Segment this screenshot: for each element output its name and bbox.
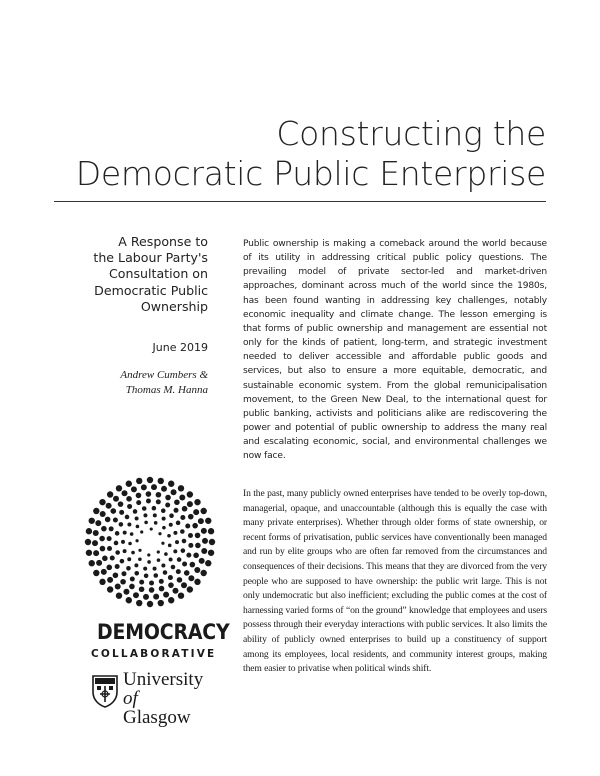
logo-dot xyxy=(173,549,177,553)
logo-dot xyxy=(116,592,122,598)
logo-dot xyxy=(100,546,106,552)
title-line-1: Constructing the xyxy=(276,114,546,153)
logo-dot xyxy=(136,500,141,505)
logo-dot xyxy=(118,501,124,507)
logo-dot xyxy=(153,567,157,571)
logo-dot xyxy=(85,539,91,545)
logo-dot xyxy=(139,580,144,585)
logo-dot xyxy=(93,508,99,514)
logo-dot xyxy=(171,565,176,570)
logo-dot xyxy=(194,499,200,505)
publication-date: June 2019 xyxy=(152,341,208,354)
logo-dot xyxy=(156,492,162,498)
logo-dot xyxy=(168,597,174,603)
subtitle-line: Consultation on xyxy=(109,266,208,282)
logo-dot xyxy=(149,587,155,593)
logo-dot xyxy=(182,539,187,544)
logo-dot xyxy=(144,521,148,525)
logo-dot xyxy=(95,520,101,526)
logo-dot xyxy=(121,571,126,576)
logo-dot xyxy=(187,501,193,507)
logo-dot xyxy=(162,517,166,521)
logo-dot xyxy=(181,582,187,588)
logo-dot xyxy=(140,530,143,533)
logo-dot xyxy=(163,570,168,575)
logo-dot xyxy=(136,600,142,606)
logo-dot xyxy=(135,517,139,521)
logo-dot xyxy=(139,586,145,592)
logo-dot xyxy=(209,539,215,545)
logo-dot xyxy=(122,490,128,496)
university-word: University xyxy=(123,669,204,690)
logo-dot xyxy=(195,543,201,549)
logo-dot xyxy=(158,532,161,535)
logo-dot xyxy=(147,477,153,483)
logo-dot xyxy=(133,592,139,598)
logo-dot xyxy=(187,491,193,497)
logo-dot xyxy=(115,550,120,555)
logo-dot xyxy=(157,550,160,553)
logo-dot xyxy=(176,521,181,526)
logo-dot xyxy=(123,589,129,595)
logo-dot xyxy=(136,525,140,529)
logo-dot xyxy=(164,552,168,556)
subtitle-line: A Response to xyxy=(118,234,208,249)
logo-dot xyxy=(128,542,132,546)
logo-dot xyxy=(165,503,170,508)
logo-dot xyxy=(129,584,135,590)
subtitle-line: the Labour Party's xyxy=(93,250,208,266)
logo-dot xyxy=(127,523,131,527)
logo-dot xyxy=(125,515,130,520)
logo-dot xyxy=(107,586,113,592)
logo-dot xyxy=(107,577,113,583)
logo-dot xyxy=(177,557,182,562)
logo-dot xyxy=(174,508,179,513)
logo-dot xyxy=(143,567,147,571)
logo-dot xyxy=(123,531,127,535)
intro-paragraph: Public ownership is making a comeback around the world because of its utility in addressing critical public policy questions. The prevailing model of private sector-led and market-driven approaches, dominant across much of the world since the 1980s, has been found wanting in addressing key challenges, notably economic inequality and climate change. The lesson emerging is that forms of public ownership and management are essential not only for the kinds of patient, long-term, and strategic investment needed to deliver accessible and affordable public goods and services, but also to ensure a more equitable, democratic, and sustainable economic system. From the global remunicipalisation movement, to the Green New Deal, to the international quest for public banking, activists and politicians alike are rediscovering the power and potential of public ownership to address the many real and escalating economic, social, and environmental challenges we now face. xyxy=(243,239,547,462)
logo-dot xyxy=(123,549,127,553)
logo-dot xyxy=(152,506,157,511)
logo-dot xyxy=(168,575,173,580)
logo-dot xyxy=(158,478,164,484)
logo-dot xyxy=(120,559,125,564)
logo-dot xyxy=(169,523,173,527)
logo-dot xyxy=(190,562,196,568)
logo-dot xyxy=(181,548,186,553)
logo-dot xyxy=(86,528,92,534)
logo-dot xyxy=(146,491,152,497)
logo-dot xyxy=(126,481,132,487)
logo-dot xyxy=(175,540,179,544)
logo-dot xyxy=(101,526,107,532)
logo-dot xyxy=(115,584,121,590)
university-crest-icon xyxy=(91,674,119,708)
logo-dot xyxy=(144,573,149,578)
logo-dot xyxy=(182,506,188,512)
logo-dot xyxy=(171,489,177,495)
logo-dot xyxy=(179,494,185,500)
logo-dot xyxy=(188,533,193,538)
logo-dot xyxy=(159,579,164,584)
subtitle xyxy=(54,234,208,315)
logo-dot xyxy=(110,555,115,560)
logo-dot xyxy=(178,485,184,491)
logo-dot xyxy=(180,515,185,520)
logo-dot xyxy=(188,543,193,548)
document-title xyxy=(76,114,546,194)
logo-dot xyxy=(93,550,99,556)
title-line-2: Democratic Public Enterprise xyxy=(75,154,546,193)
logo-dot xyxy=(136,478,142,484)
glasgow-word: Glasgow xyxy=(123,707,191,728)
logo-dot xyxy=(147,560,151,564)
logo-dot xyxy=(147,553,150,556)
logo-dot xyxy=(174,499,180,505)
logo-dot xyxy=(143,594,149,600)
logo-dot xyxy=(153,573,158,578)
logo-dot xyxy=(106,503,112,509)
body-paragraph: In the past, many publicly owned enterprises have tended to be overly top-down, managerial, opaque, and unaccountable (although this is equally the case with many private enterprises). Whether through older forms of state ownership, or recent forms of privatisation, public services have conventionally been managed and run by elite groups who are often far removed from the circumstances and consequences of their decisions. This means that they are divorced from the very people who are supposed to have ownership: the public writ large. This is not only undemocratic but also inefficient; excluding the public comes at the cost of harnessing varied forms of “on the ground” knowledge that employees and users possess through their everyday interactions with public services. It also limits the ability of publicly owned enterprises to build up a constituency of support among its employees, local residents, and community interest groups, making them easier to privatise when political winds shift. xyxy=(243,488,547,675)
logo-dot xyxy=(101,569,107,575)
logo-dot xyxy=(151,484,157,490)
title-divider xyxy=(54,201,546,202)
logo-dot xyxy=(201,528,207,534)
logo-dot xyxy=(201,548,207,554)
collaborative-logo-wordmark: COLLABORATIVE xyxy=(91,648,217,660)
logo-dot xyxy=(146,499,151,504)
authors xyxy=(54,368,208,398)
of-word: of xyxy=(123,688,138,709)
logo-dot xyxy=(126,597,132,603)
logo-dot xyxy=(131,551,135,555)
logo-dot xyxy=(158,600,164,606)
logo-dot xyxy=(153,594,159,600)
logo-dot xyxy=(115,531,120,536)
logo-dot xyxy=(99,499,105,505)
logo-dot xyxy=(161,563,165,567)
logo-dot xyxy=(106,565,112,571)
logo-dot xyxy=(205,560,211,566)
logo-dot xyxy=(135,539,138,542)
logo-dot xyxy=(120,579,126,585)
logo-dot xyxy=(127,557,131,561)
logo-dot xyxy=(184,570,190,576)
logo-dot xyxy=(105,517,111,523)
logo-dot xyxy=(121,540,125,544)
logo-dot xyxy=(193,553,199,559)
logo-dot xyxy=(133,509,138,514)
logo-dot xyxy=(113,496,119,502)
logo-dot xyxy=(116,485,122,491)
logo-dot xyxy=(127,504,132,509)
logo-dot xyxy=(178,592,184,598)
logo-dot xyxy=(163,592,169,598)
logo-dot xyxy=(89,518,95,524)
logo-dot xyxy=(177,577,183,583)
logo-dot xyxy=(136,493,142,499)
logo-dot xyxy=(150,527,153,530)
logo-dot xyxy=(194,567,200,573)
logo-dot xyxy=(169,557,173,561)
logo-dot xyxy=(187,586,193,592)
logo-dot xyxy=(115,564,120,569)
logo-dot xyxy=(138,557,142,561)
logo-dot xyxy=(119,522,124,527)
logo-dot xyxy=(161,508,166,513)
logo-dot xyxy=(205,518,211,524)
logo-dot xyxy=(119,510,124,515)
logo-dot xyxy=(114,541,119,546)
logo-dot xyxy=(153,513,157,517)
logo-dot xyxy=(172,588,178,594)
logo-dot xyxy=(157,558,161,562)
university-of-glasgow-wordmark xyxy=(123,670,203,727)
logo-dot xyxy=(188,575,194,581)
logo-dot xyxy=(130,576,135,581)
author-line: Andrew Cumbers & xyxy=(120,369,208,381)
democracy-logo-wordmark: DEMOCRACY xyxy=(97,620,230,644)
logo-dot xyxy=(141,484,147,490)
logo-dot xyxy=(96,560,102,566)
logo-dot xyxy=(193,509,199,515)
author-line: Thomas M. Hanna xyxy=(125,384,208,396)
logo-dot xyxy=(167,534,171,538)
subtitle-line: Ownership xyxy=(140,298,208,314)
logo-dot xyxy=(130,532,134,536)
logo-dot xyxy=(200,570,206,576)
logo-dot xyxy=(107,536,112,541)
logo-dot xyxy=(169,513,174,518)
logo-dot xyxy=(199,558,205,564)
logo-dot xyxy=(110,508,116,514)
logo-dot xyxy=(109,526,114,531)
logo-dot xyxy=(180,529,185,534)
logo-dot xyxy=(131,486,137,492)
logo-dot xyxy=(161,486,167,492)
logo-dot xyxy=(99,536,105,542)
logo-dot xyxy=(100,511,106,517)
logo-dot xyxy=(165,495,171,501)
logo-dot xyxy=(86,550,92,556)
logo-dot xyxy=(89,560,95,566)
logo-dot xyxy=(195,533,201,539)
logo-dot xyxy=(143,513,147,517)
logo-dot xyxy=(186,553,191,558)
logo-dot xyxy=(154,521,158,525)
logo-dot xyxy=(134,571,139,576)
logo-dot xyxy=(107,546,112,551)
logo-dot xyxy=(161,542,164,545)
subtitle-line: Democratic Public xyxy=(94,282,208,298)
logo-dot xyxy=(113,517,118,522)
logo-dot xyxy=(194,579,200,585)
logo-dot xyxy=(113,572,119,578)
logo-dot xyxy=(200,508,206,514)
logo-dot xyxy=(176,569,181,574)
logo-dot xyxy=(208,550,214,556)
logo-dot xyxy=(126,496,132,502)
logo-dot xyxy=(92,540,98,546)
logo-dot xyxy=(138,549,141,552)
logo-dot xyxy=(99,579,105,585)
logo-dot xyxy=(126,566,131,571)
logo-dot xyxy=(156,499,161,504)
logo-dot xyxy=(147,601,153,607)
logo-dot xyxy=(208,528,214,534)
logo-dot xyxy=(142,506,147,511)
logo-dot xyxy=(102,556,108,562)
logo-dot xyxy=(185,524,190,529)
logo-dot xyxy=(93,530,99,536)
logo-dot xyxy=(162,526,166,530)
logo-dot xyxy=(107,491,113,497)
logo-dot xyxy=(134,563,138,567)
logo-dot xyxy=(168,544,172,548)
logo-dot xyxy=(173,531,177,535)
logo-dot xyxy=(188,514,194,520)
logo-dot xyxy=(168,481,174,487)
logo-dot xyxy=(202,538,208,544)
logo-dot xyxy=(168,582,174,588)
logo-dot xyxy=(159,586,165,592)
democracy-collaborative-dots-logo xyxy=(84,476,216,608)
logo-dot xyxy=(182,562,187,567)
logo-dot xyxy=(93,570,99,576)
logo-dot xyxy=(198,518,204,524)
of-glasgow-line xyxy=(123,689,203,727)
logo-dot xyxy=(192,523,198,529)
logo-dot xyxy=(149,580,154,585)
